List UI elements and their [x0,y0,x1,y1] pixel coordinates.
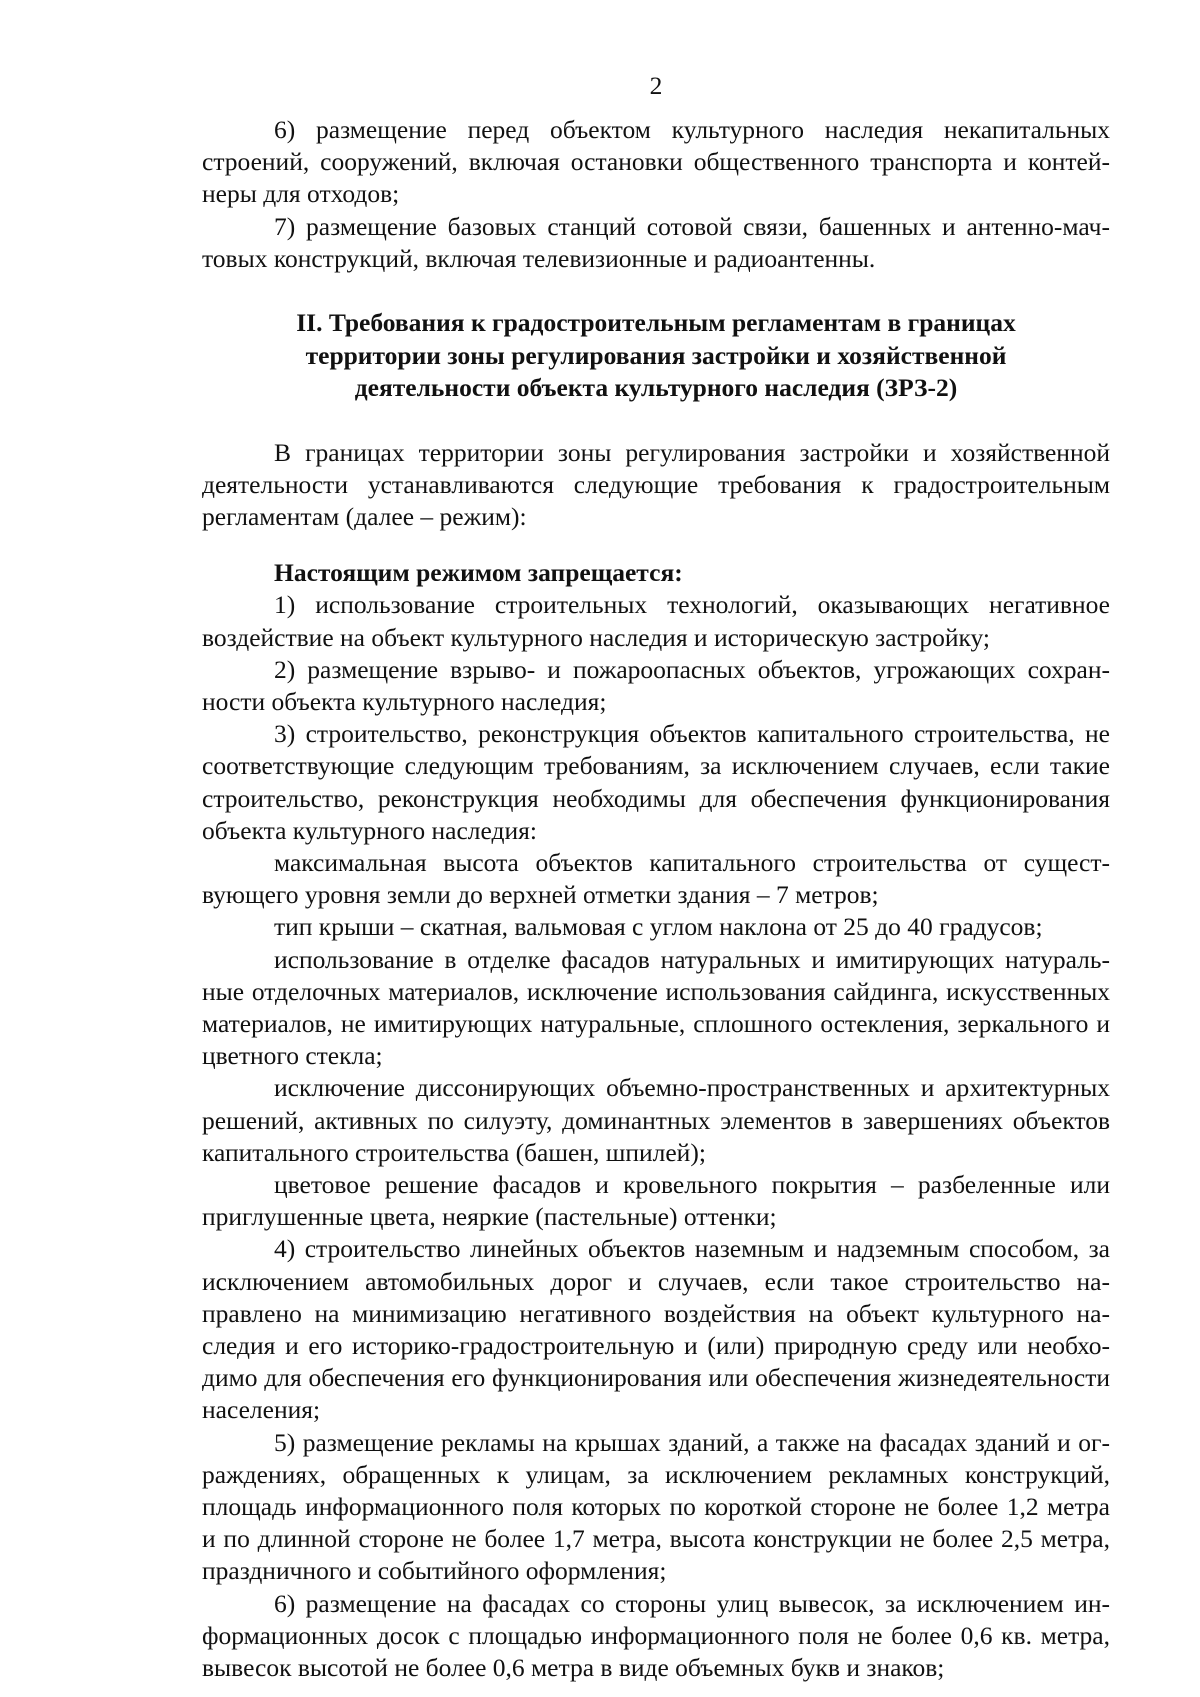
list-item: максимальная высота объектов капитального строительства от существующего уровня земли до верхней отметки здания – 7 метров; [202,847,1110,910]
document-page [202,70,1110,1684]
list-item-top-6: 6) размещение перед объектом культурного наследия некапитальных строений, сооружений, включая остановки общественного транспорта и контейнеры для отходов; [202,115,1110,209]
list-item: 3) строительство, реконструкция объектов капитального строительства, не соответствующие следующим требованиям, за исключением случаев, если такие строительство, реконструкция необходимы для обеспечения функционирования объекта культурного наследия: [202,719,1110,845]
list-item: 2) размещение взрыво- и пожароопасных объектов, угрожающих сохранности объекта культурного наследия; [202,654,1110,716]
prohibited-title: Настоящим режимом запрещается: [274,558,683,588]
list-item: 1) использование строительных технологий, оказывающих негативное воздействие на объект культурного наследия и историческую застройку; [202,590,1110,652]
list-item: тип крыши – скатная, вальмовая с углом наклона от 25 до 40 градусов; [274,912,1043,942]
list-item: цветовое решение фасадов и кровельного покрытия – разбеленные или приглушенные цвета, неяркие (пастельные) оттенки; [202,1169,1110,1232]
page-number: 2 [649,71,663,100]
list-item: исключение диссонирующих объемно-пространственных и архитектурных решений, активных по силуэту, доминантных элементов в завершениях объектов капитального строительства (башен, шпилей); [202,1073,1110,1167]
section-intro: В границах территории зоны регулирования застройки и хозяйственной деятельности устанавливаются следующие требования к градостроительным регламентам (далее – режим): [202,437,1110,531]
list-item-top-7: 7) размещение базовых станций сотовой связи, башенных и антенно-мачтовых конструкций, включая телевизионные и радиоантенны. [202,211,1110,273]
section-heading: II. Требования к градостроительным регламентам в границах территории зоны регулирования застройки и хозяйственной деятельности объекта культурного наследия (ЗРЗ-2) [296,308,1016,403]
list-item: 4) строительство линейных объектов наземным и надземным способом, за исключением автомобильных дорог и случаев, если такое строительство направлено на минимизацию негативного воздействия на объект культурного наследия и его историко-градостроительную и (или) природную среду или необходимо для обеспечения его функционирования или обеспечения жизнедеятельности населения; [202,1234,1110,1425]
list-item: 5) размещение рекламы на крышах зданий, а также на фасадах зданий и ограждениях, обращенных к улицам, за исключением рекламных конструкций, площадь информационного поля которых по короткой стороне не более 1,2 метра и по длинной стороне не более 1,7 метра, высота конструкции не более 2,5 метра, праздничного и событийного оформления; [202,1427,1110,1586]
list-item: 6) размещение на фасадах со стороны улиц вывесок, за исключением информационных досок с площадью информационного поля не более 0,6 кв. метра, вывесок высотой не более 0,6 метра в виде объемных букв и знаков; [202,1588,1110,1683]
list-item: использование в отделке фасадов натуральных и имитирующих натуральные отделочных материалов, исключение использования сайдинга, искусственных материалов, не имитирующих натуральные, сплошного остекления, зеркального и цветного стекла; [202,944,1110,1071]
